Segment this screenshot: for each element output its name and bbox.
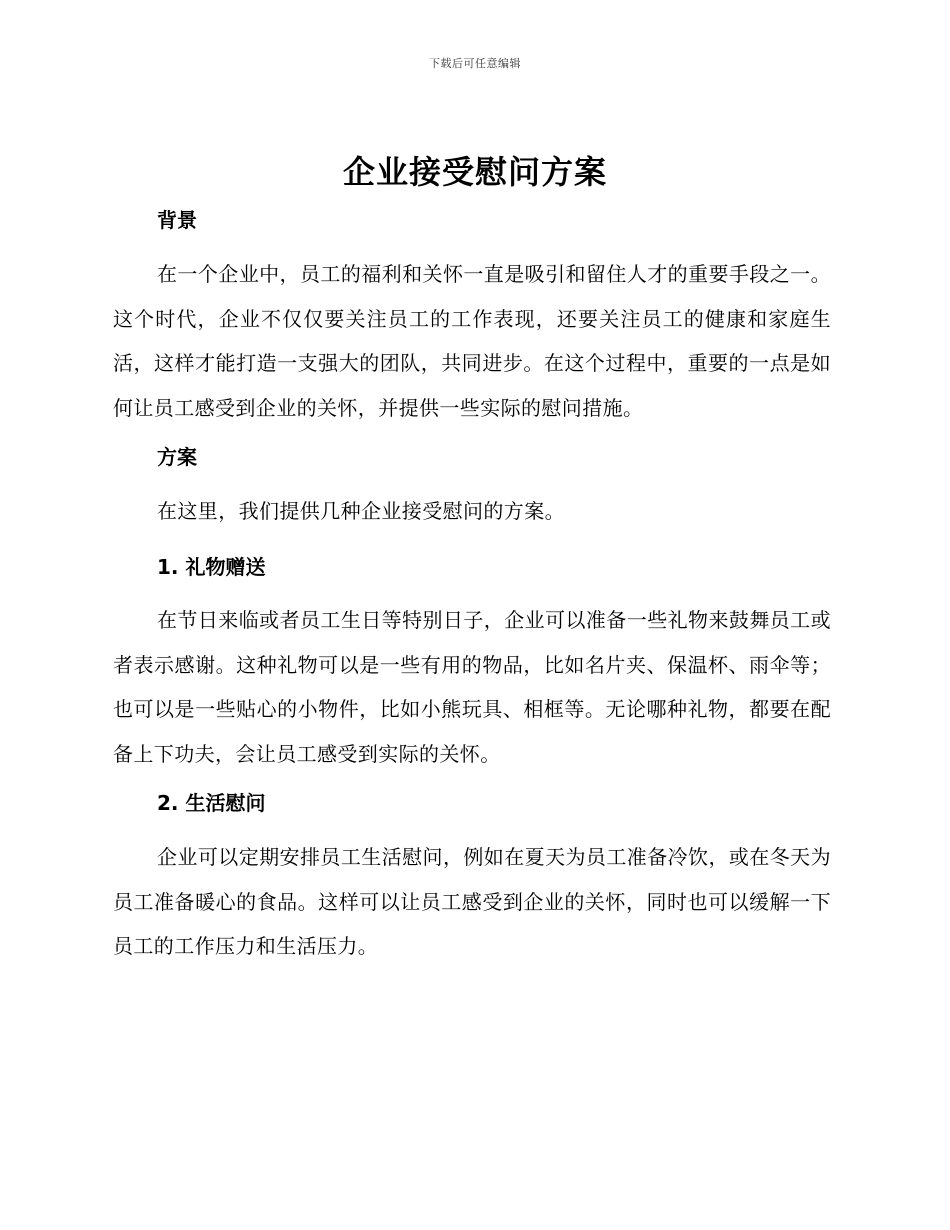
document-title: 企业接受慰问方案 [342,153,607,191]
section-heading-background: 背景 [157,208,197,232]
section-text-gift: 在节日来临或者员工生日等特别日子，企业可以准备一些礼物来鼓舞员工或者表示感谢。这种礼物可以是一些有用的物品，比如名片夹、保温杯、雨伞等；也可以是一些贴心的小物件，比如小熊玩具、相框等。无论哪种礼物，都要在配备上下功夫，会让员工感受到实际的关怀。 [113,608,831,766]
section-text-life: 企业可以定期安排员工生活慰问，例如在夏天为员工准备冷饮，或在冬天为员工准备暖心的食品。这样可以让员工感受到企业的关怀，同时也可以缓解一下员工的工作压力和生活压力。 [113,845,831,958]
section-text-plan: 在这里，我们提供几种企业接受慰问的方案。 [157,499,565,523]
section-text-background: 在一个企业中，员工的福利和关怀一直是吸引和留住人才的重要手段之一。这个时代，企业不仅仅要关注员工的工作表现，还要关注员工的健康和家庭生活，这样才能打造一支强大的团队，共同进步。在这个过程中，重要的一点是如何让员工感受到企业的关怀，并提供一些实际的慰问措施。 [113,262,831,420]
section-heading-gift: 1. 礼物赠送 [157,555,266,579]
section-heading-life: 2. 生活慰问 [157,791,266,815]
section-heading-plan: 方案 [157,445,197,469]
header-note: 下载后可任意编辑 [429,57,521,70]
